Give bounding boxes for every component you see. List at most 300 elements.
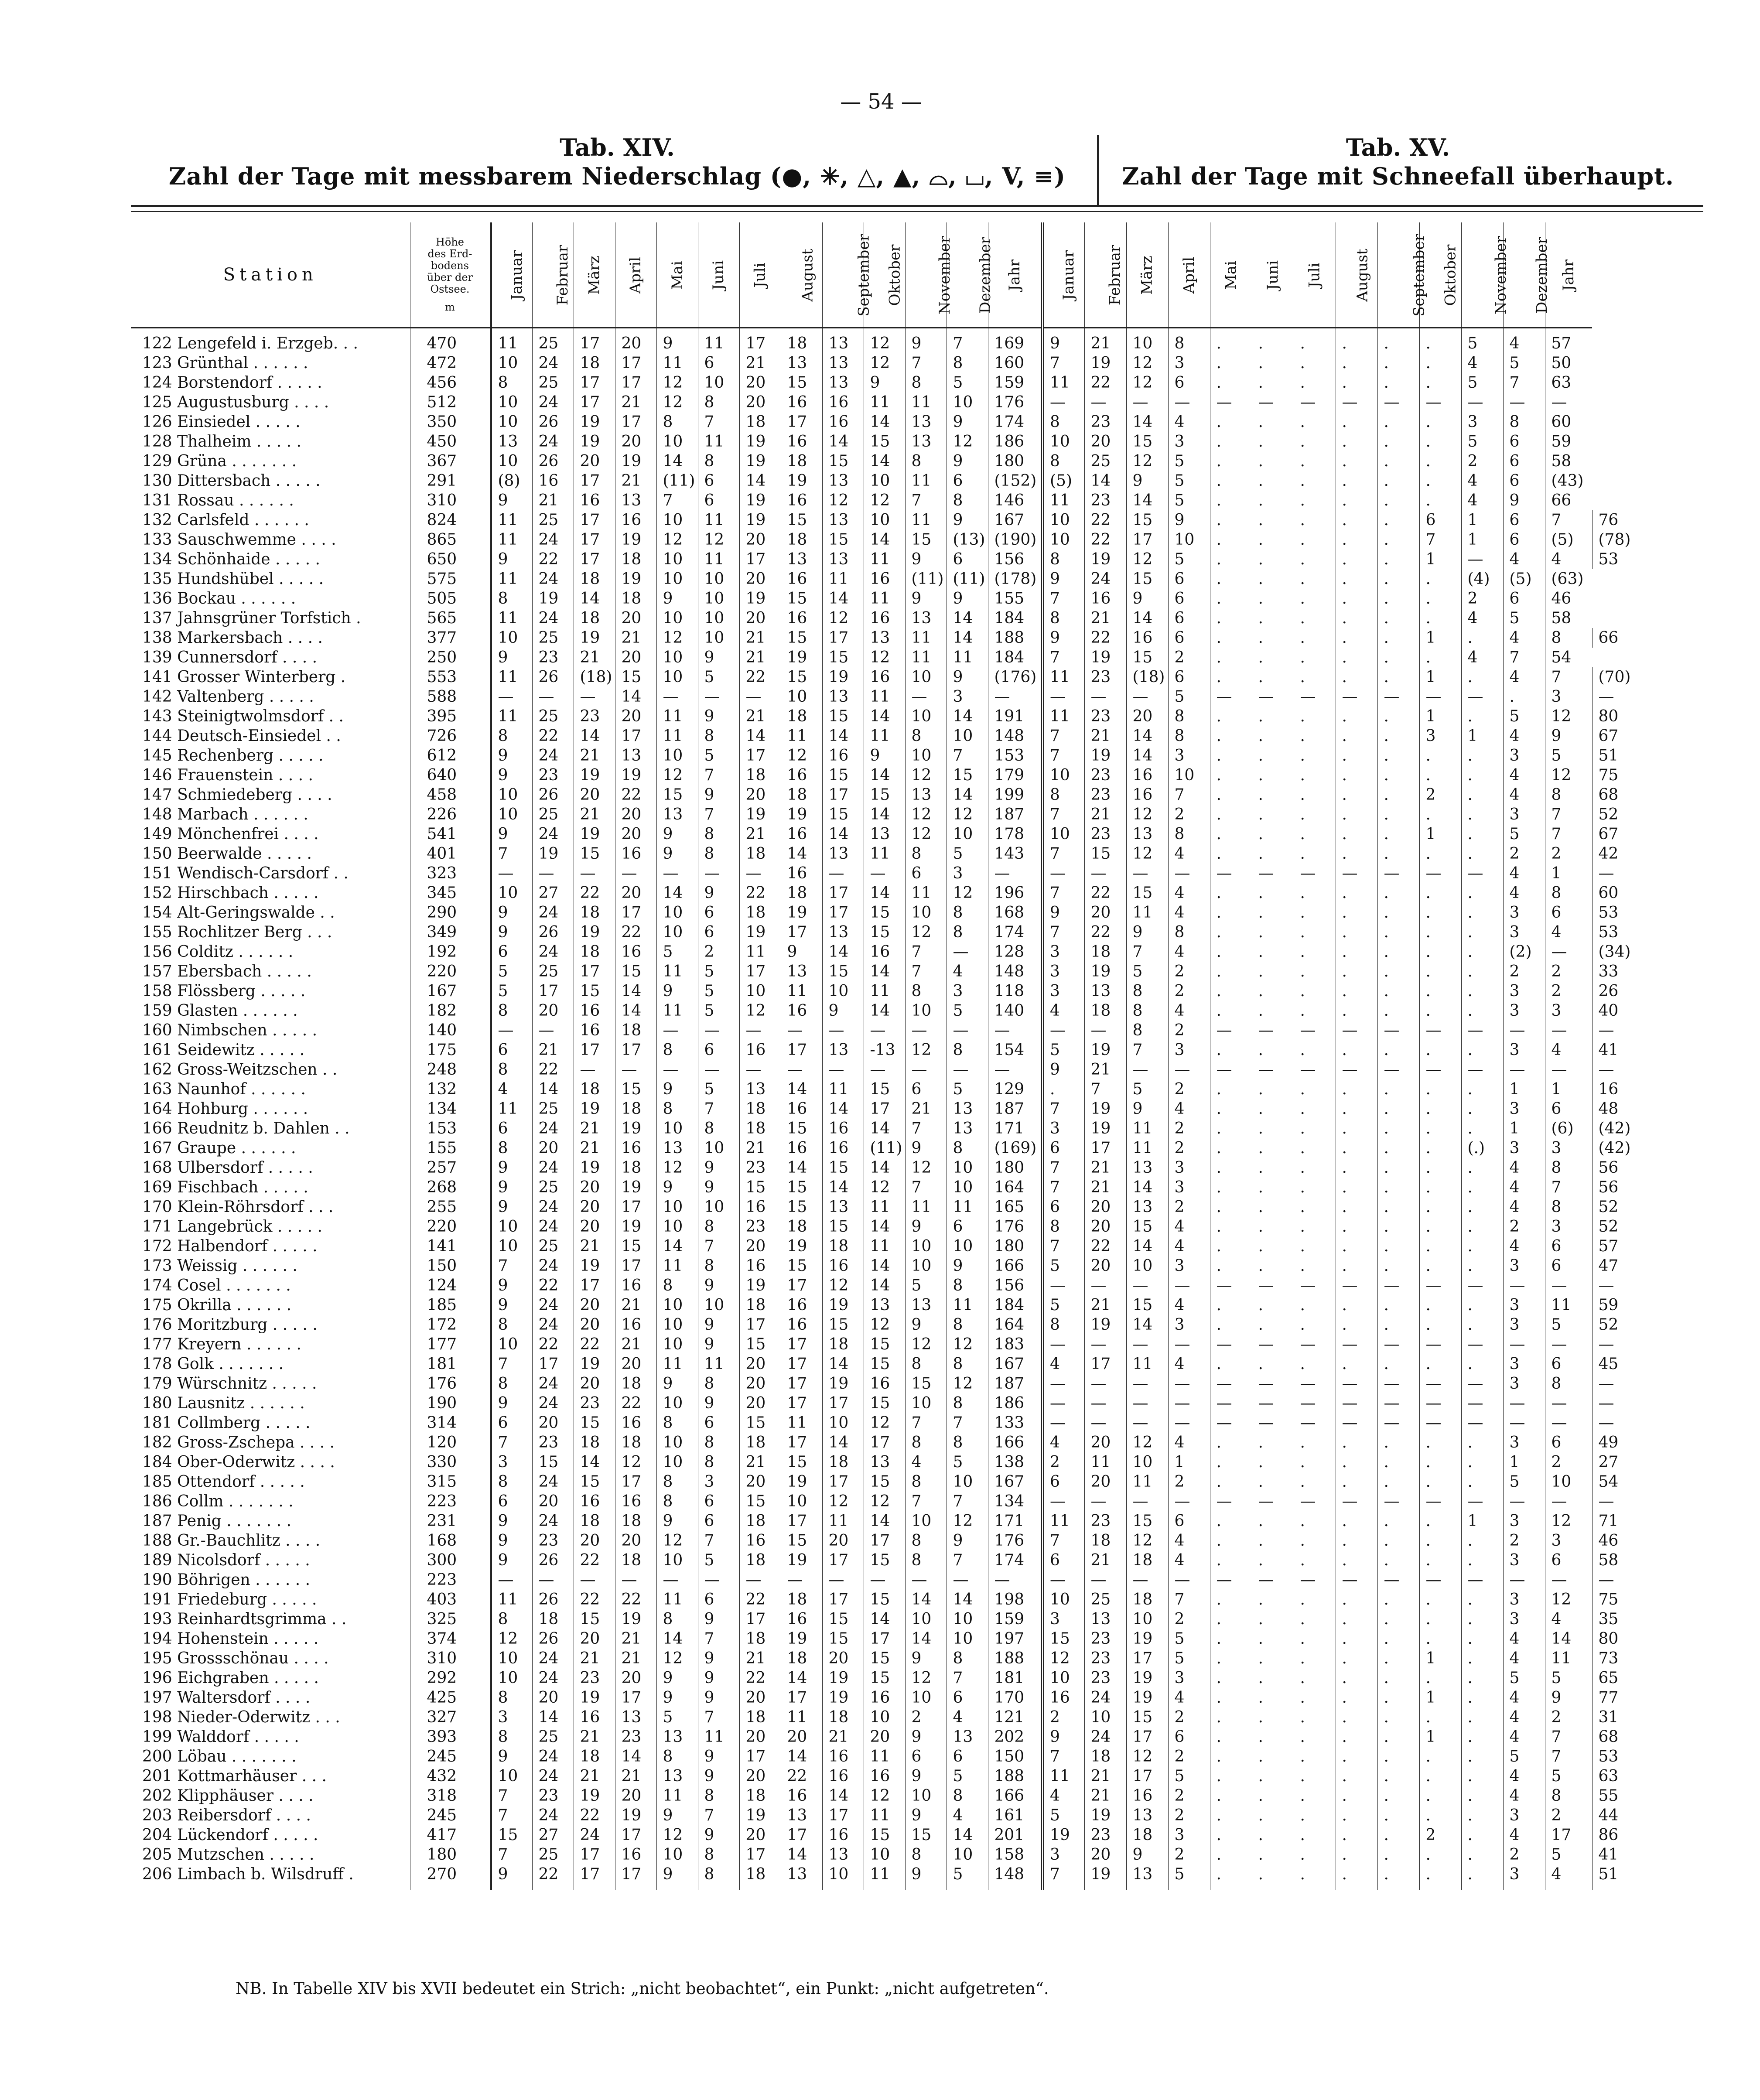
snow-cell: 14 xyxy=(1545,1629,1592,1649)
precip-cell: 12 xyxy=(905,1335,947,1354)
precip-year-cell: 148 xyxy=(988,726,1042,746)
snow-cell: — xyxy=(1545,1021,1592,1040)
snow-cell: — xyxy=(1126,687,1168,707)
precip-cell: 21 xyxy=(615,1766,656,1786)
precip-cell: 12 xyxy=(947,1511,988,1531)
precip-cell: 10 xyxy=(822,981,864,1001)
snow-cell: 3 xyxy=(1545,1217,1592,1236)
snow-cell: — xyxy=(1210,1374,1252,1393)
snow-cell: . xyxy=(1461,1119,1503,1138)
precip-cell: 9 xyxy=(864,746,905,765)
station-name: 154 Alt-Geringswalde . . xyxy=(131,903,410,922)
height-cell: 350 xyxy=(410,412,491,432)
station-name: 132 Carlsfeld . . . . . . xyxy=(131,510,410,530)
precip-cell: — xyxy=(615,1060,656,1079)
snow-cell: 9 xyxy=(1545,726,1592,746)
precip-cell: 8 xyxy=(905,1354,947,1374)
snow-cell: 15 xyxy=(1126,432,1168,451)
snow-cell: — xyxy=(1461,687,1503,707)
snow-cell: — xyxy=(1042,1021,1084,1040)
precip-cell: 15 xyxy=(864,1335,905,1354)
precip-cell: 9 xyxy=(698,1178,739,1197)
snow-cell: 7 xyxy=(1503,373,1545,393)
precip-cell: 6 xyxy=(698,922,739,942)
snow-cell: — xyxy=(1336,1393,1377,1413)
snow-cell: . xyxy=(1294,1511,1336,1531)
precip-cell: 13 xyxy=(905,432,947,451)
precip-cell: 18 xyxy=(574,608,615,628)
snow-cell: . xyxy=(1294,1609,1336,1629)
snow-cell: . xyxy=(1419,1079,1461,1099)
snow-cell: . xyxy=(1210,1433,1252,1452)
precip-cell: 25 xyxy=(532,1099,574,1119)
precip-cell: 21 xyxy=(574,746,615,765)
precip-cell: 20 xyxy=(532,1688,574,1707)
snow-cell: 7 xyxy=(1042,805,1084,824)
snow-cell: 4 xyxy=(1461,353,1503,373)
snow-cell: 3 xyxy=(1503,1864,1545,1890)
precip-cell: 10 xyxy=(739,981,781,1001)
snow-cell: — xyxy=(1377,1335,1419,1354)
precip-cell: 19 xyxy=(822,667,864,687)
snow-cell: 12 xyxy=(1545,1511,1592,1531)
snow-cell: 2 xyxy=(1168,962,1210,981)
precip-cell: — xyxy=(905,1060,947,1079)
snow-cell: 16 xyxy=(1042,1688,1084,1707)
precip-cell: 6 xyxy=(698,1492,739,1511)
precip-year-cell: (178) xyxy=(988,569,1042,589)
snow-year-cell: 48 xyxy=(1598,1100,1619,1118)
precip-year-cell: 140 xyxy=(988,1001,1042,1021)
snow-cell: 8 xyxy=(1126,1021,1168,1040)
precip-cell: 18 xyxy=(781,707,822,726)
table-xv-heading xyxy=(1108,133,1688,191)
precip-cell: 5 xyxy=(947,373,988,393)
snow-cell: — xyxy=(1545,1413,1592,1433)
precip-cell: 8 xyxy=(905,981,947,1001)
snow-cell: — xyxy=(1294,1335,1336,1354)
precip-cell: — xyxy=(739,1021,781,1040)
snow-cell: — xyxy=(1126,864,1168,883)
precip-cell: 15 xyxy=(864,1825,905,1845)
snow-cell: — xyxy=(1126,1060,1168,1079)
height-cell: 565 xyxy=(410,608,491,628)
header-month-label: Juli xyxy=(751,262,769,288)
snow-cell: . xyxy=(1336,1138,1377,1158)
precip-year-cell: 202 xyxy=(988,1727,1042,1747)
snow-cell: . xyxy=(1294,726,1336,746)
precip-cell: 12 xyxy=(905,765,947,785)
snow-cell: 22 xyxy=(1084,530,1126,550)
table-xiv-title: Tab. XIV. xyxy=(560,133,675,161)
snow-cell: 3 xyxy=(1503,805,1545,824)
precip-cell: 23 xyxy=(739,1217,781,1236)
station-name: 177 Kreyern . . . . . . xyxy=(131,1335,410,1354)
snow-cell: 12 xyxy=(1126,550,1168,569)
snow-year-cell: 53 xyxy=(1598,550,1619,568)
precip-cell: 9 xyxy=(698,883,739,903)
snow-cell: 8 xyxy=(1042,451,1084,471)
snow-cell: . xyxy=(1210,1119,1252,1138)
precip-cell: 15 xyxy=(781,1178,822,1197)
precip-cell: — xyxy=(864,864,905,883)
snow-cell: 3 xyxy=(1042,962,1084,981)
header-month-label: August xyxy=(799,248,817,302)
header-month-label: April xyxy=(1180,256,1198,294)
snow-cell: . xyxy=(1461,1236,1503,1256)
snow-cell: — xyxy=(1252,1393,1294,1413)
snow-cell: . xyxy=(1210,1079,1252,1099)
table-row xyxy=(131,864,1703,883)
precip-cell: 18 xyxy=(574,1511,615,1531)
table-xiv-heading xyxy=(144,133,1090,191)
snow-cell: 3 xyxy=(1042,942,1084,962)
precip-cell: — xyxy=(864,1570,905,1590)
snow-cell: 5 xyxy=(1545,1766,1592,1786)
snow-cell: . xyxy=(1294,1236,1336,1256)
header-month xyxy=(781,222,822,328)
snow-cell: 18 xyxy=(1084,1001,1126,1021)
precip-cell: 9 xyxy=(864,373,905,393)
table-row xyxy=(131,1668,1703,1688)
precip-cell: 14 xyxy=(822,1178,864,1197)
table-row xyxy=(131,1570,1703,1590)
height-cell: 470 xyxy=(410,328,491,354)
snow-cell: 4 xyxy=(1461,471,1503,491)
table-row xyxy=(131,667,1703,687)
snow-cell: 12 xyxy=(1126,1531,1168,1550)
header-height-unit: m xyxy=(445,301,455,313)
height-cell: 223 xyxy=(410,1570,491,1590)
header-month-label: April xyxy=(627,256,645,294)
precip-cell: 14 xyxy=(864,1609,905,1629)
precip-cell: 8 xyxy=(698,1864,739,1890)
snow-cell: — xyxy=(1252,1374,1294,1393)
snow-cell: — xyxy=(1545,1335,1592,1354)
snow-cell: . xyxy=(1419,1511,1461,1531)
snow-cell: 3 xyxy=(1168,1825,1210,1845)
precip-cell: 12 xyxy=(822,1276,864,1295)
precip-year-cell: 180 xyxy=(988,1236,1042,1256)
snow-cell: . xyxy=(1377,903,1419,922)
snow-year-cell: 76 xyxy=(1598,511,1619,529)
precip-cell: 18 xyxy=(532,1609,574,1629)
snow-cell: 5 xyxy=(1503,824,1545,844)
snow-cell: . xyxy=(1336,432,1377,451)
station-name: 164 Hohburg . . . . . . xyxy=(131,1099,410,1119)
precip-cell: 9 xyxy=(905,550,947,569)
station-name: 135 Hundshübel . . . . . xyxy=(131,569,410,589)
precip-cell: 14 xyxy=(864,1511,905,1531)
height-cell: 223 xyxy=(410,1492,491,1511)
snow-cell: 7 xyxy=(1084,1079,1126,1099)
snow-cell: . xyxy=(1336,1786,1377,1806)
snow-cell: . xyxy=(1336,1531,1377,1550)
snow-cell: 6 xyxy=(1545,1433,1592,1452)
height-cell: 314 xyxy=(410,1413,491,1433)
precip-year-cell: 143 xyxy=(988,844,1042,864)
snow-cell: 7 xyxy=(1042,1864,1084,1890)
snow-cell: . xyxy=(1336,883,1377,903)
snow-cell: . xyxy=(1252,1197,1294,1217)
precip-year-cell: 184 xyxy=(988,608,1042,628)
precip-cell: 13 xyxy=(781,962,822,981)
snow-cell: 4 xyxy=(1168,412,1210,432)
snow-cell: 13 xyxy=(1084,981,1126,1001)
precip-year-cell: 154 xyxy=(988,1040,1042,1060)
snow-year-cell: 73 xyxy=(1598,1649,1619,1667)
snow-year-cell: 51 xyxy=(1598,747,1619,765)
precip-year-cell: 156 xyxy=(988,1276,1042,1295)
precip-cell: 17 xyxy=(574,550,615,569)
precip-cell: 10 xyxy=(698,569,739,589)
precip-cell: 24 xyxy=(532,569,574,589)
precip-cell: 23 xyxy=(739,1158,781,1178)
snow-cell: 2 xyxy=(1168,1747,1210,1766)
precip-cell: — xyxy=(491,1021,532,1040)
snow-cell: . xyxy=(1377,824,1419,844)
precip-cell: 11 xyxy=(864,1236,905,1256)
precip-cell: 18 xyxy=(615,1158,656,1178)
precip-cell: 18 xyxy=(574,942,615,962)
precip-cell: 22 xyxy=(615,785,656,805)
precip-cell: 18 xyxy=(615,589,656,608)
height-cell: 248 xyxy=(410,1060,491,1079)
precip-cell: 10 xyxy=(656,1295,698,1315)
snow-cell: . xyxy=(1461,903,1503,922)
snow-cell: . xyxy=(1210,628,1252,648)
precip-cell: 16 xyxy=(781,1138,822,1158)
precip-cell: 7 xyxy=(698,1099,739,1119)
snow-cell: . xyxy=(1419,1119,1461,1138)
precip-cell: — xyxy=(615,1570,656,1590)
station-name: 168 Ulbersdorf . . . . . xyxy=(131,1158,410,1178)
precip-cell: 13 xyxy=(864,1295,905,1315)
snow-cell: . xyxy=(1294,1845,1336,1864)
snow-year-cell: 86 xyxy=(1598,1826,1619,1844)
snow-cell: . xyxy=(1252,746,1294,765)
snow-cell: 2 xyxy=(1168,1197,1210,1217)
snow-year-cell: — xyxy=(1551,393,1567,411)
snow-cell: . xyxy=(1252,1452,1294,1472)
precip-cell: 8 xyxy=(656,1276,698,1295)
snow-cell: 19 xyxy=(1084,648,1126,667)
precip-cell: 7 xyxy=(698,1707,739,1727)
snow-cell: . xyxy=(1419,1197,1461,1217)
snow-cell: 10 xyxy=(1042,1668,1084,1688)
snow-cell: 11 xyxy=(1042,1766,1084,1786)
snow-cell: . xyxy=(1252,1178,1294,1197)
height-cell: 374 xyxy=(410,1629,491,1649)
snow-cell: 3 xyxy=(1168,1315,1210,1335)
snow-cell: . xyxy=(1419,1590,1461,1609)
snow-cell: — xyxy=(1461,1021,1503,1040)
precip-cell: 16 xyxy=(864,667,905,687)
precip-cell: 21 xyxy=(574,1649,615,1668)
table-row xyxy=(131,1256,1703,1276)
precip-cell: 18 xyxy=(739,1864,781,1890)
snow-year-cell: 77 xyxy=(1598,1689,1619,1707)
precip-cell: 9 xyxy=(698,1158,739,1178)
snow-cell: . xyxy=(1252,785,1294,805)
precip-cell: 11 xyxy=(864,1197,905,1217)
snow-cell: . xyxy=(1210,922,1252,942)
table-row xyxy=(131,903,1703,922)
precip-cell: 13 xyxy=(656,1766,698,1786)
snow-cell: 1 xyxy=(1461,726,1503,746)
snow-cell: 16 xyxy=(1084,589,1126,608)
precip-cell: 19 xyxy=(574,922,615,942)
snow-year-cell: 66 xyxy=(1551,492,1572,509)
precip-cell: 24 xyxy=(532,903,574,922)
precip-cell: 15 xyxy=(574,981,615,1001)
snow-cell: . xyxy=(1377,1217,1419,1236)
snow-cell: . xyxy=(1252,1688,1294,1707)
precip-cell: 10 xyxy=(491,1236,532,1256)
precip-cell: 10 xyxy=(656,746,698,765)
snow-cell: 23 xyxy=(1084,667,1126,687)
snow-cell: 11 xyxy=(1545,1649,1592,1668)
snow-cell: 6 xyxy=(1168,373,1210,393)
precip-cell: 20 xyxy=(739,1472,781,1492)
precip-cell: 10 xyxy=(656,608,698,628)
snow-cell: 6 xyxy=(1503,589,1545,608)
snow-year-cell: 67 xyxy=(1598,727,1619,745)
precip-cell: 9 xyxy=(491,1197,532,1217)
snow-cell: 12 xyxy=(1545,1590,1592,1609)
precip-cell: 17 xyxy=(739,746,781,765)
precip-cell: 13 xyxy=(822,471,864,491)
precip-year-cell: 166 xyxy=(988,1786,1042,1806)
precip-cell: 23 xyxy=(532,765,574,785)
snow-cell: . xyxy=(1377,1688,1419,1707)
precip-cell: 15 xyxy=(491,1825,532,1845)
precip-cell: 20 xyxy=(615,1354,656,1374)
snow-cell: . xyxy=(1210,1550,1252,1570)
table-row xyxy=(131,1845,1703,1864)
snow-cell: . xyxy=(1377,373,1419,393)
precip-cell: 16 xyxy=(822,1766,864,1786)
station-name: 138 Markersbach . . . . xyxy=(131,628,410,648)
snow-cell: — xyxy=(1294,1374,1336,1393)
station-name: 199 Walddorf . . . . . xyxy=(131,1727,410,1747)
snow-cell: . xyxy=(1377,1433,1419,1452)
snow-cell: . xyxy=(1377,1119,1419,1138)
precip-cell: 15 xyxy=(864,1393,905,1413)
snow-cell: . xyxy=(1294,589,1336,608)
header-month-label: Januar xyxy=(508,250,526,300)
precip-cell: 7 xyxy=(947,1550,988,1570)
snow-cell: . xyxy=(1210,726,1252,746)
header-month xyxy=(905,222,953,328)
precip-cell: 14 xyxy=(739,726,781,746)
precip-cell: 4 xyxy=(905,1452,947,1472)
precip-cell: 8 xyxy=(491,1727,532,1747)
snow-cell: . xyxy=(1210,785,1252,805)
precip-cell: 9 xyxy=(698,1315,739,1335)
precip-cell: 7 xyxy=(698,805,739,824)
precip-cell: 24 xyxy=(532,1217,574,1236)
header-month-label: Oktober xyxy=(1441,244,1459,306)
snow-cell: — xyxy=(1419,687,1461,707)
snow-cell: — xyxy=(1419,1492,1461,1511)
precip-cell: 22 xyxy=(532,1060,574,1079)
precip-cell: 10 xyxy=(947,824,988,844)
precip-cell: 17 xyxy=(574,328,615,354)
snow-cell: (18) xyxy=(1126,667,1168,687)
snow-cell: — xyxy=(1126,1393,1168,1413)
precip-cell: — xyxy=(781,1021,822,1040)
top-rule xyxy=(131,205,1703,207)
snow-cell: 16 xyxy=(1126,785,1168,805)
precip-cell: 15 xyxy=(574,1413,615,1433)
table-row xyxy=(131,765,1703,785)
height-cell: 257 xyxy=(410,1158,491,1178)
precip-cell: 9 xyxy=(656,1688,698,1707)
snow-cell: — xyxy=(1126,1335,1168,1354)
precip-cell: 21 xyxy=(615,1335,656,1354)
snow-cell: . xyxy=(1252,648,1294,667)
snow-cell: 12 xyxy=(1126,805,1168,824)
station-name: 205 Mutzschen . . . . . xyxy=(131,1845,410,1864)
height-cell: 367 xyxy=(410,451,491,471)
snow-cell: — xyxy=(1336,864,1377,883)
precip-cell: 15 xyxy=(781,1256,822,1276)
snow-year-cell: — xyxy=(1598,1061,1614,1079)
snow-cell: . xyxy=(1461,1649,1503,1668)
precip-cell: 18 xyxy=(574,569,615,589)
station-name: 148 Marbach . . . . . . xyxy=(131,805,410,824)
precip-cell: 12 xyxy=(822,608,864,628)
snow-cell: 4 xyxy=(1042,1433,1084,1452)
precip-cell: 19 xyxy=(574,1158,615,1178)
snow-cell: . xyxy=(1336,1649,1377,1668)
snow-cell: 23 xyxy=(1084,765,1126,785)
snow-year-cell: 52 xyxy=(1598,1316,1619,1334)
precip-cell: 17 xyxy=(532,1354,574,1374)
snow-cell: — xyxy=(1377,1021,1419,1040)
precip-cell: 8 xyxy=(491,1374,532,1393)
precip-cell: 14 xyxy=(864,1001,905,1021)
precip-cell: 11 xyxy=(491,667,532,687)
snow-cell: 4 xyxy=(1042,1354,1084,1374)
snow-cell: . xyxy=(1461,1079,1503,1099)
precip-cell: 17 xyxy=(574,373,615,393)
precip-cell: 19 xyxy=(781,1550,822,1570)
snow-cell: — xyxy=(1503,393,1545,412)
snow-cell: . xyxy=(1210,1452,1252,1472)
table-row xyxy=(131,883,1703,903)
station-name: 124 Borstendorf . . . . . xyxy=(131,373,410,393)
precip-cell: 17 xyxy=(781,1511,822,1531)
header-year-label: Jahr xyxy=(1560,259,1578,291)
station-name: 193 Reinhardtsgrimma . . xyxy=(131,1609,410,1629)
precip-cell: 21 xyxy=(574,1138,615,1158)
height-cell: 180 xyxy=(410,1845,491,1864)
precip-cell: 9 xyxy=(491,1864,532,1890)
precip-cell: — xyxy=(781,1060,822,1079)
height-cell: 134 xyxy=(410,1099,491,1119)
precip-cell: 23 xyxy=(532,1531,574,1550)
snow-cell: 7 xyxy=(1168,785,1210,805)
precip-cell: 14 xyxy=(615,1001,656,1021)
precip-cell: 13 xyxy=(822,373,864,393)
precip-cell: 17 xyxy=(781,1374,822,1393)
snow-cell: — xyxy=(1503,1335,1545,1354)
snow-cell: (5) xyxy=(1042,471,1084,491)
snow-cell: . xyxy=(1210,942,1252,962)
header-month-label: Mai xyxy=(1222,260,1240,290)
